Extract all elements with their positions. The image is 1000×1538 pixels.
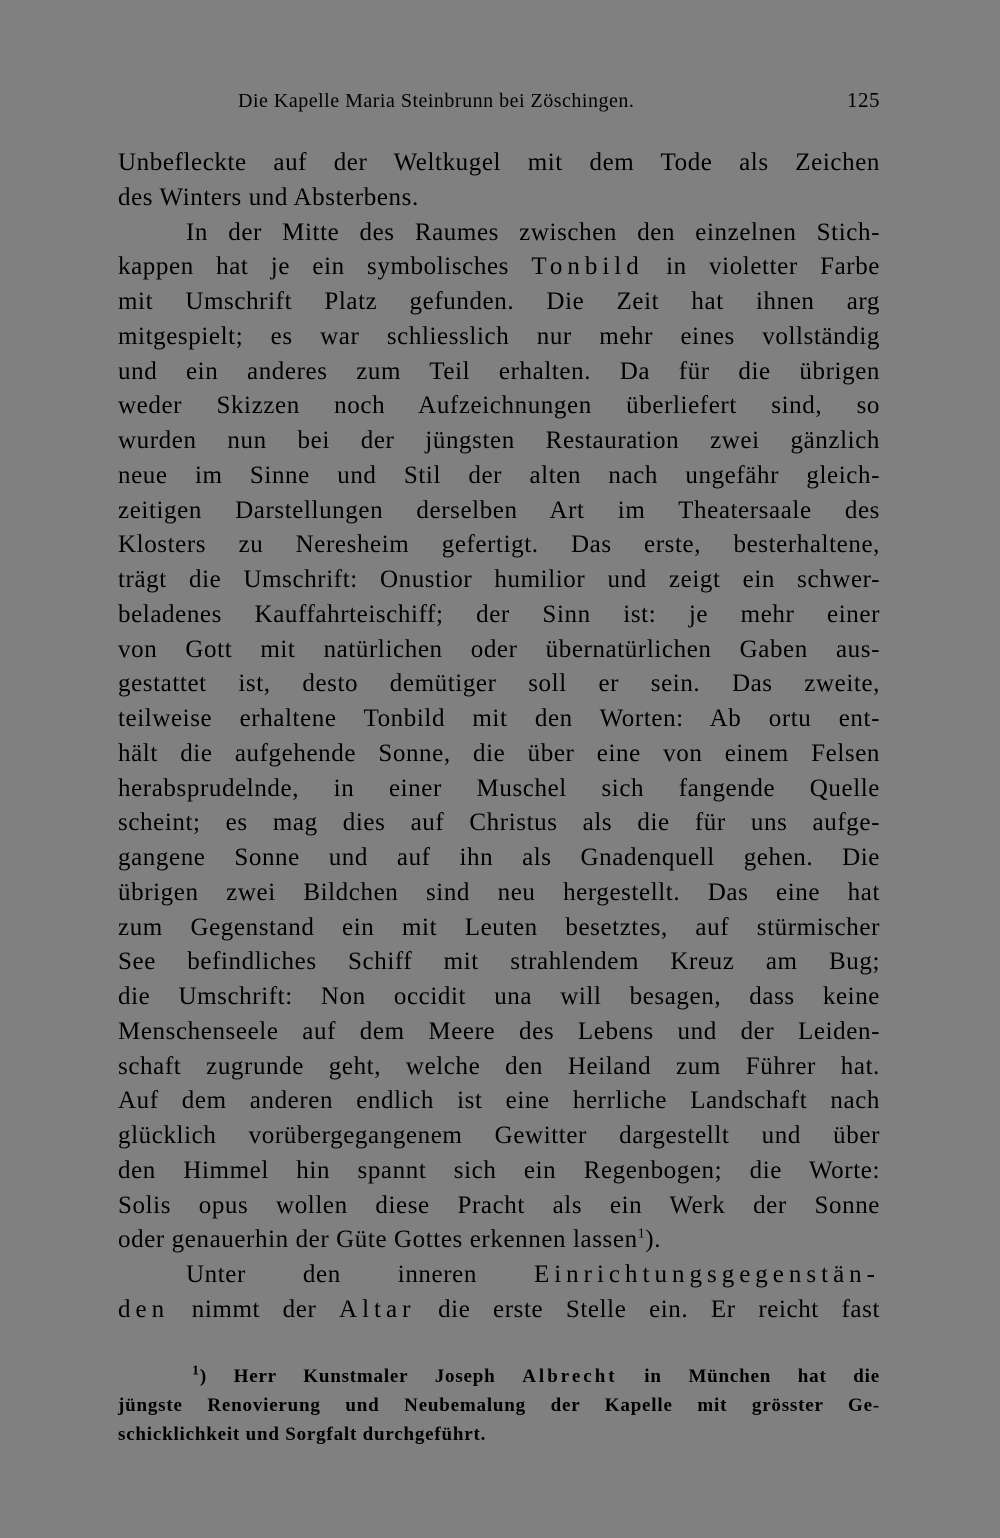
text-line: Klosters zu Neresheim gefertigt. Das erste, besterhaltene,: [118, 531, 880, 559]
text-line: neue im Sinne und Stil der alten nach ungefähr gleich-: [118, 461, 880, 489]
text-segment: ) Herr Kunstmaler Joseph: [199, 1366, 523, 1387]
text-line: glücklich vorübergegangenem Gewitter dargestellt und über: [118, 1122, 880, 1149]
page-header: [118, 86, 880, 118]
text-line: beladenes Kauffahrteischiff; der Sinn ist: je mehr einer: [118, 600, 880, 628]
emphasis-tonbild: Tonbild: [531, 253, 644, 281]
text-line: trägt die Umschrift: Onustior humilior und zeigt ein schwer-: [118, 566, 880, 593]
emphasis-altar: Altar: [339, 1295, 416, 1323]
text-line: hält die aufgehende Sonne, die über eine von einem Felsen: [118, 739, 880, 767]
text-line: gestattet ist, desto demütiger soll er sein. Das zweite,: [118, 670, 880, 698]
text-segment: ).: [645, 1226, 662, 1254]
text-line: Solis opus wollen diese Pracht als ein Werk der Sonne: [118, 1191, 880, 1219]
text-segment: nimmt der: [169, 1295, 340, 1323]
text-segment: oder genauerhin der Güte Gottes erkennen lassen: [118, 1226, 638, 1254]
text-line: zeitigen Darstellungen derselben Art im Theatersaale des: [118, 496, 880, 524]
text-line: scheint; es mag dies auf Christus als die für uns aufge-: [118, 809, 880, 837]
text-line: Auf dem anderen endlich ist eine herrliche Landschaft nach: [118, 1087, 880, 1115]
text-line: Menschenseele auf dem Meere des Lebens und der Leiden-: [118, 1017, 880, 1045]
text-line: und ein anderes zum Teil erhalten. Da für die übrigen: [118, 357, 880, 385]
text-line: von Gott mit natürlichen oder übernatürlichen Gaben aus-: [118, 635, 880, 663]
text-line: weder Skizzen noch Aufzeichnungen überliefert sind, so: [118, 392, 880, 420]
text-line: herabsprudelnde, in einer Muschel sich fangende Quelle: [118, 774, 880, 802]
text-segment: kappen hat je ein symbolisches: [118, 253, 532, 281]
footnote-line: schicklichkeit und Sorgfalt durchgeführt.: [118, 1424, 487, 1445]
text-line: den Himmel hin spannt sich ein Regenbogen; die Worte:: [118, 1156, 880, 1184]
text-line: zum Gegenstand ein mit Leuten besetztes, auf stürmischer: [118, 913, 880, 941]
footnote-marker: 1: [192, 1363, 200, 1379]
text-line: die Umschrift: Non occidit una will besagen, dass keine: [118, 983, 880, 1010]
text-line: [118, 1293, 880, 1328]
text-segment: Unter den inneren: [186, 1261, 534, 1288]
text-line: See befindliches Schiff mit strahlendem Kreuz am Bug;: [118, 948, 880, 976]
text-line: teilweise erhaltene Tonbild mit den Worten: Ab ortu ent-: [118, 705, 880, 732]
text-line: wurden nun bei der jüngsten Restauration zwei gänzlich: [118, 427, 880, 454]
footnote-line: [118, 1362, 880, 1391]
text-segment: in München hat die: [617, 1366, 880, 1387]
text-line: Unbefleckte auf der Weltkugel mit dem Tode als Zeichen: [118, 149, 880, 176]
text-line: übrigen zwei Bildchen sind neu hergestellt. Das eine hat: [118, 878, 880, 906]
text-line: gangene Sonne und auf ihn als Gnadenquell gehen. Die: [118, 844, 880, 871]
text-line: [118, 1258, 880, 1293]
emphasis-den: den: [118, 1295, 170, 1323]
text-segment: die erste Stelle ein. Er reicht fast: [415, 1295, 880, 1323]
footnote-line: jüngste Renovierung und Neubemalung der Kapelle mit grösster Ge-: [118, 1395, 880, 1416]
body-text: [118, 146, 880, 1328]
text-line: [118, 1223, 880, 1258]
emphasis-einrichtungsgegenstaende: Einrichtungsgegenstän-: [533, 1261, 880, 1288]
page-number: 125: [847, 88, 880, 112]
footnote-section: [118, 1362, 880, 1449]
text-line: schaft zugrunde geht, welche den Heiland zum Führer hat.: [118, 1052, 880, 1080]
footnote-ref: 1: [637, 1226, 646, 1242]
running-head: Die Kapelle Maria Steinbrunn bei Zöschingen.: [238, 90, 635, 112]
text-line: In der Mitte des Raumes zwischen den einzelnen Stich-: [186, 218, 880, 246]
text-line: mitgespielt; es war schliesslich nur mehr eines vollständig: [118, 322, 880, 350]
text-line: mit Umschrift Platz gefunden. Die Zeit hat ihnen arg: [118, 288, 880, 315]
text-line: des Winters und Absterbens.: [118, 183, 419, 211]
emphasis-albrecht: Albrecht: [522, 1366, 618, 1387]
text-segment: in violetter Farbe: [643, 253, 880, 281]
text-line: [118, 250, 880, 285]
